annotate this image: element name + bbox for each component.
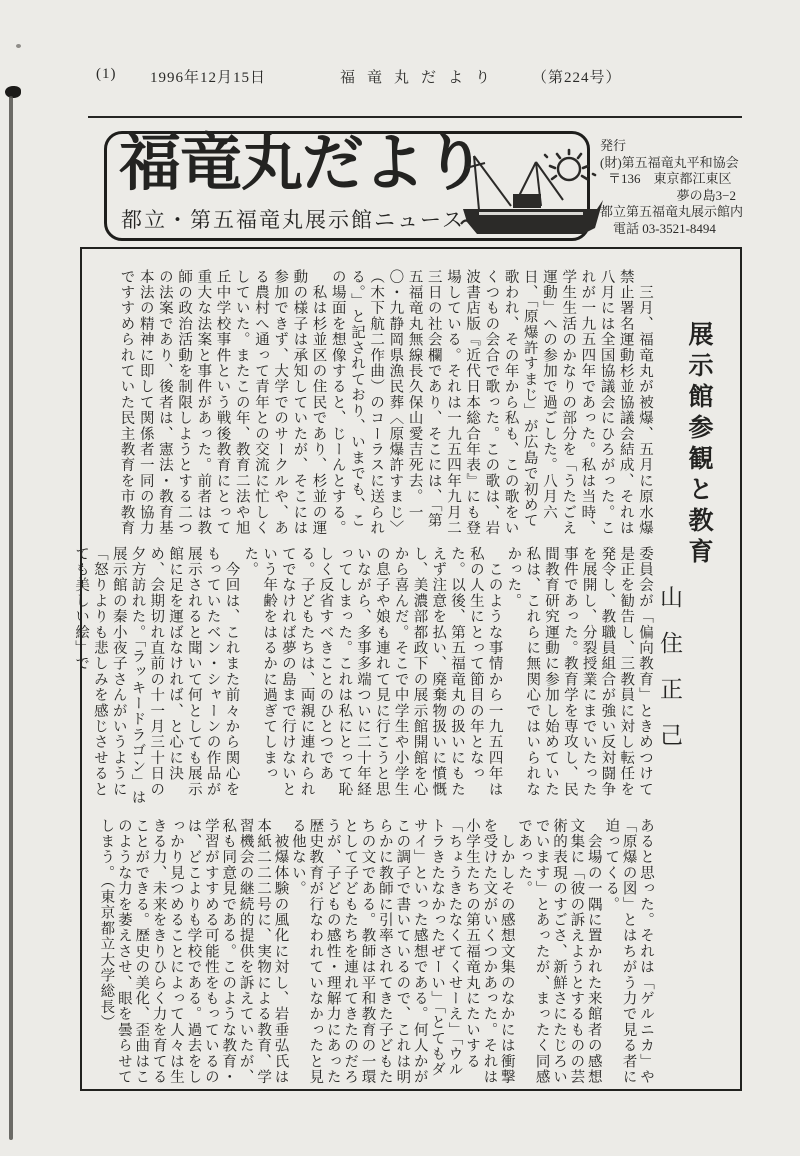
issue-number: （第224号） (532, 70, 622, 86)
paragraph: 三月、福竜丸が被爆、五月に原水爆禁止署名運動杉並協議会結成、それは八月には全国協議会にひろがった。これが一九五四年であった。私は当時、学生生活のかなりの部分を「うたごえ運動」への参加で過ごした。八月六日、「原爆許すまじ」が広島で初めて歌われ、その年から私も、この歌をいくつもの会合で歌った。この歌は、岩波書店版『近代日本総合年表』にも登場している。それは一九五四年九月二三日の社会欄であり、そこには、「第五福竜丸無線長久保山愛吉死去。一〇・九静岡県漁民葬〈原爆許すまじ〉（木下航二作曲）のコーラスに送られる。」と記されており、いまでも、この場面を想像すると、じーんとする。 (329, 269, 653, 536)
issue-date: 1996年12月15日 (150, 70, 267, 86)
publisher-line: 夢の島3−2 (676, 187, 736, 203)
paragraph: 被爆体験の風化に対し、岩垂弘氏は本紙二二二号に、実物による教育、学習機会の継続的提供を訴えていたが、私も同意見である。このような教育・学習がすすめる可能性をもっているのは、どこよりも学校である。過去をしっかり見つめることによって人々は生きる力、未来をきりひらく力を育てることができる。歴史の美化、歪曲はこのような力を萎えさせ、眼を曇らせてしまう。（東京都立大学総長） (98, 818, 289, 1085)
scan-edge-artifact (9, 96, 13, 1140)
header-rule (88, 116, 742, 118)
publisher-label: 発行 (600, 138, 627, 153)
article-band-1 (107, 269, 654, 542)
publisher-line: 電話 03-3521-8494 (613, 220, 716, 236)
paragraph: このような事情から一九五四年は私の人生にとって節目の年となった。以後、第五福竜丸の扱いにもたえず注意を払い、廃棄物扱いに憤慨し、美濃部都政下の展示館開館を心から喜んだ。そこで中学生や小学生の息子や娘も連れて見に行こうと思いながら、多事多端ついに二十年経ってしまった。これは私にとって恥しく反省すべきことのひとつである。子どもたちは、両親に連れられてでなければ夢の島まで行けないという年齢をはるかに過ぎてしまった。 (242, 546, 503, 798)
article-band-3 (98, 818, 654, 1089)
article-band-2 (73, 546, 654, 812)
paragraph: 会場の一隅に置かれた来館者の感想文集に「彼の訴えようとするものの芸術的表現のすごさ、新鮮さにたじろいでいます」とあったが、まったく同感であった。 (516, 818, 602, 1085)
paragraph: しかしその感想文集のなかには衝撃を受けた文がいくつかあった。それは小学生たちの第五福竜丸にたいする「ちょうきたなくてくせーえ」「ウルトラきたなかったぜーい」「とてもダサイ」といった感想である。何人かがこの調子で書いているので、これは明らかに教師に引率されてきた子どもたちの文である。教師は平和教育の一環として子どもたちを連れてきたのだろうが、子どもの感性・理解力にあった歴史教育が行なわれていなかったと見る他ない。 (289, 818, 515, 1085)
article-title: 展示館参観と教育 (685, 321, 712, 569)
publisher-line: 都立第五福竜丸展示館内 (600, 204, 744, 219)
paragraph: 私は杉並区の住民であり、杉並の運動の様子は承知していたが、そこには参加できず、大学でのサークルや、ある農村へ通って青年との交流に忙しくしていた。またこの年、教育二法や旭丘中学校事件という戦後教育にとって重大な法案と事件があった。前者は教師の政治活動を制限しようとする二つの法案であり、後者は、憲法・教育基本法の精神に即して関係者一同の協力ですすめられていた民主教育を市教育 (118, 269, 327, 536)
sun-icon (545, 150, 595, 180)
newsletter-subtitle: 都立・第五福竜丸展示館ニュース (121, 208, 465, 232)
page-number: (1) (96, 66, 117, 82)
article-author: 山住正己 (657, 585, 682, 769)
publisher-line: (財)第五福竜丸平和協会 (600, 154, 739, 170)
scan-speck-artifact (16, 44, 21, 48)
running-title: 福竜丸だより (340, 70, 503, 86)
paragraph: 委員会が「偏向教育」ときめつけて是正を勧告し、三教員に対し転任を発令し、教職員組合が強い反対闘争を展開し、分裂授業にまでいたった事件であった。教育学を専攻し、民間教育研究運動に参加し始めていた私は、これらに無関心ではいられなかった。 (505, 546, 653, 798)
publisher-line: 〒136 東京都江東区 (608, 171, 732, 186)
publisher-block (600, 138, 750, 237)
fishing-boat-icon (459, 148, 609, 236)
paragraph: 今回は、これまた前々から関心をもっていたベン・シャーンの作品が展示されると聞いて何としても展示館に足を運ばなければ、と心に決め、会期切れ直前の十一月三十日の夕方訪れた。「ラッキードラゴン」は展示館の秦小夜子さんがいうように「怒りよりも悲しみを感じさせるとても美しい絵」で (73, 546, 240, 806)
paragraph: あると思った。それは「ゲルニカ」や「原爆の図」とはちがう力で見る者に迫ってくる。 (603, 818, 654, 1085)
masthead-box (104, 131, 590, 241)
scan-edge-artifact (5, 86, 21, 98)
article-box (73, 247, 742, 1091)
boat-hull (463, 194, 603, 234)
newsletter-title: 福竜丸だより (119, 130, 486, 198)
